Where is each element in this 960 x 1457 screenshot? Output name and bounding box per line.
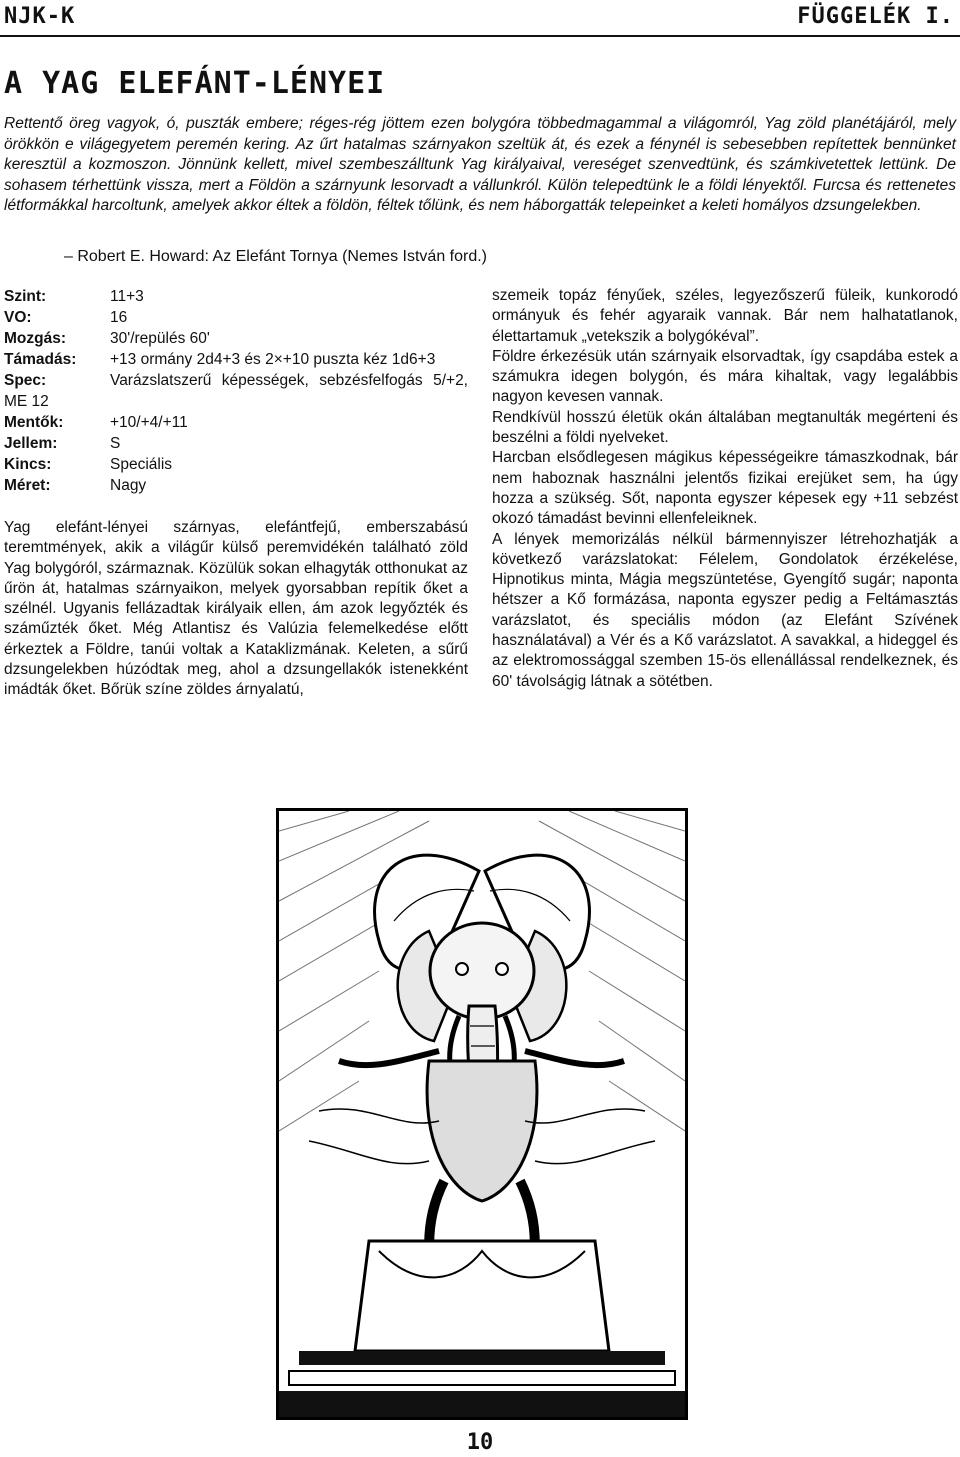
- stat-row: [4, 286, 468, 307]
- stat-value: +10/+4/+11: [110, 414, 188, 431]
- header-right: FÜGGELÉK I.: [797, 4, 954, 29]
- stat-value: 30'/repülés 60': [110, 330, 210, 347]
- paragraph: A lények memorizálás nélkül bármennyiszer létrehozhatják a következő varázslatokat: Félelem, Gondolatok érzékelése, Hipnotikus minta, Mágia megszüntetése, Gyengítő sugár; naponta hétszer a Kő formázása, naponta egyszer pedig a Feltámasztás varázslatot, és speciális módon (az Elefánt Szívének használatával) a Vér és a Kő varázslatot. A savakkal, a hideggel és az elektromossággal szemben 15-ös ellenállással rendelkeznek, és 60' távolságig látnak a sötétben.: [492, 530, 958, 690]
- description-right: [492, 286, 958, 692]
- stat-value: Varázslatszerű képességek, sebzésfelfogás 5/+2, ME 12: [4, 372, 468, 410]
- stat-row: [4, 433, 468, 454]
- stat-row: [4, 412, 468, 433]
- stat-row: [4, 349, 468, 370]
- page-number: 10: [466, 1430, 494, 1455]
- paragraph: Rendkívül hosszú életük okán általában megtanulták megérteni és beszélni a földi nyelveket.: [492, 408, 958, 447]
- stat-value: +13 ormány 2d4+3 és 2×+10 puszta kéz 1d6+3: [110, 351, 436, 368]
- stat-value: Nagy: [110, 477, 147, 494]
- stat-label: Szint:: [4, 288, 47, 305]
- stat-block: [4, 286, 468, 496]
- header-rule: [0, 35, 960, 37]
- stat-row: [4, 454, 468, 475]
- stat-row: [4, 328, 468, 349]
- stat-value: 16: [110, 309, 128, 326]
- stat-label: Mozgás:: [4, 330, 66, 347]
- epigraph-quote: Rettentő öreg vagyok, ó, puszták embere; réges-rég jöttem ezen bolygóra többedmagammal a világomról, Yag zöld planétájáról, mely örökkön e világegyetem peremén kering. Az űrt hatalmas szárnyakon szeltük át, és ezek a fénynél is sebesebben repítettek bennünket keresztül a kozmoszon. Jönnünk kellett, mivel szembeszálltunk Yag királyaival, vereséget szenvedtünk, és számkivetettek lettünk. De sohasem térhettünk vissza, mert a Földön a szárnyunk lesorvadt a vállunkról. Külön telepedtünk le a földi lényektől. Furcsa és rettenetes létformákkal harcoltunk, amelyek akkor éltek a földön, féltek tőlünk, és nem háborgatták telepeinket a keleti homályos dzsungelekben.: [4, 115, 956, 215]
- stat-value: Speciális: [110, 456, 173, 473]
- stat-value: S: [110, 435, 121, 452]
- paragraph: szemeik topáz fényűek, széles, legyezőszerű füleik, kunkorodó ormányuk és fehér agyaraik vannak. Bár nem halhatatlanok, élettartamuk „vetekszik a bolygókéval”.: [492, 287, 958, 345]
- paragraph: Harcban elsődlegesen mágikus képességeikre támaszkodnak, bár nem haboznak használni jelentős fizikai erejüket sem, ha úgy hozza a szükség. Sőt, naponta egyszer képesek egy +11 sebzést okozó támadást bevinni ellenfeleiknek.: [492, 449, 958, 528]
- stat-label: Méret:: [4, 477, 51, 494]
- stat-row: [4, 307, 468, 328]
- illustration-art: [279, 811, 685, 1417]
- epigraph-attribution: – Robert E. Howard: Az Elefánt Tornya (Nemes István ford.): [64, 248, 487, 265]
- paragraph: Földre érkezésük után szárnyaik elsorvadtak, így csapdába estek a számukra idegen bolygón, és mára kihaltak, vagy legalábbis nagyon kevesen vannak.: [492, 347, 958, 406]
- stat-value: 11+3: [110, 288, 144, 305]
- stat-label: Kincs:: [4, 456, 52, 473]
- stat-label: Támadás:: [4, 351, 77, 368]
- header-left: NJK-K: [4, 4, 76, 29]
- stat-label: Spec:: [4, 372, 47, 389]
- page-title: A YAG ELEFÁNT-LÉNYEI: [4, 66, 386, 101]
- elephant-creature-illustration: [276, 808, 688, 1420]
- stat-label: Mentők:: [4, 414, 64, 431]
- stat-label: VO:: [4, 309, 32, 326]
- stat-row: [4, 370, 468, 412]
- stat-label: Jellem:: [4, 435, 58, 452]
- description-left: Yag elefánt-lényei szárnyas, elefántfejű, emberszabású teremtmények, akik a világűr külső peremvidékén található zöld Yag bolygóról, származnak. Közülük sokan elhagyták otthonukat az űrön át, hatalmas szárnyaikon, melyek gyorsabban repítik őket a szélnél. Ugyanis fellázadtak királyaik ellen, ám azok legyőzték és száműzték őket. Még Atlantisz és Valúzia felemelkedése előtt érkeztek a Földre, tanúi voltak a Kataklizmának. Keleten, a sűrű dzsungelekben húzódtak meg, ahol a dzsungellakók istenekként imádták őket. Bőrük színe zöldes árnyalatú,: [4, 519, 468, 699]
- stat-row: [4, 475, 468, 496]
